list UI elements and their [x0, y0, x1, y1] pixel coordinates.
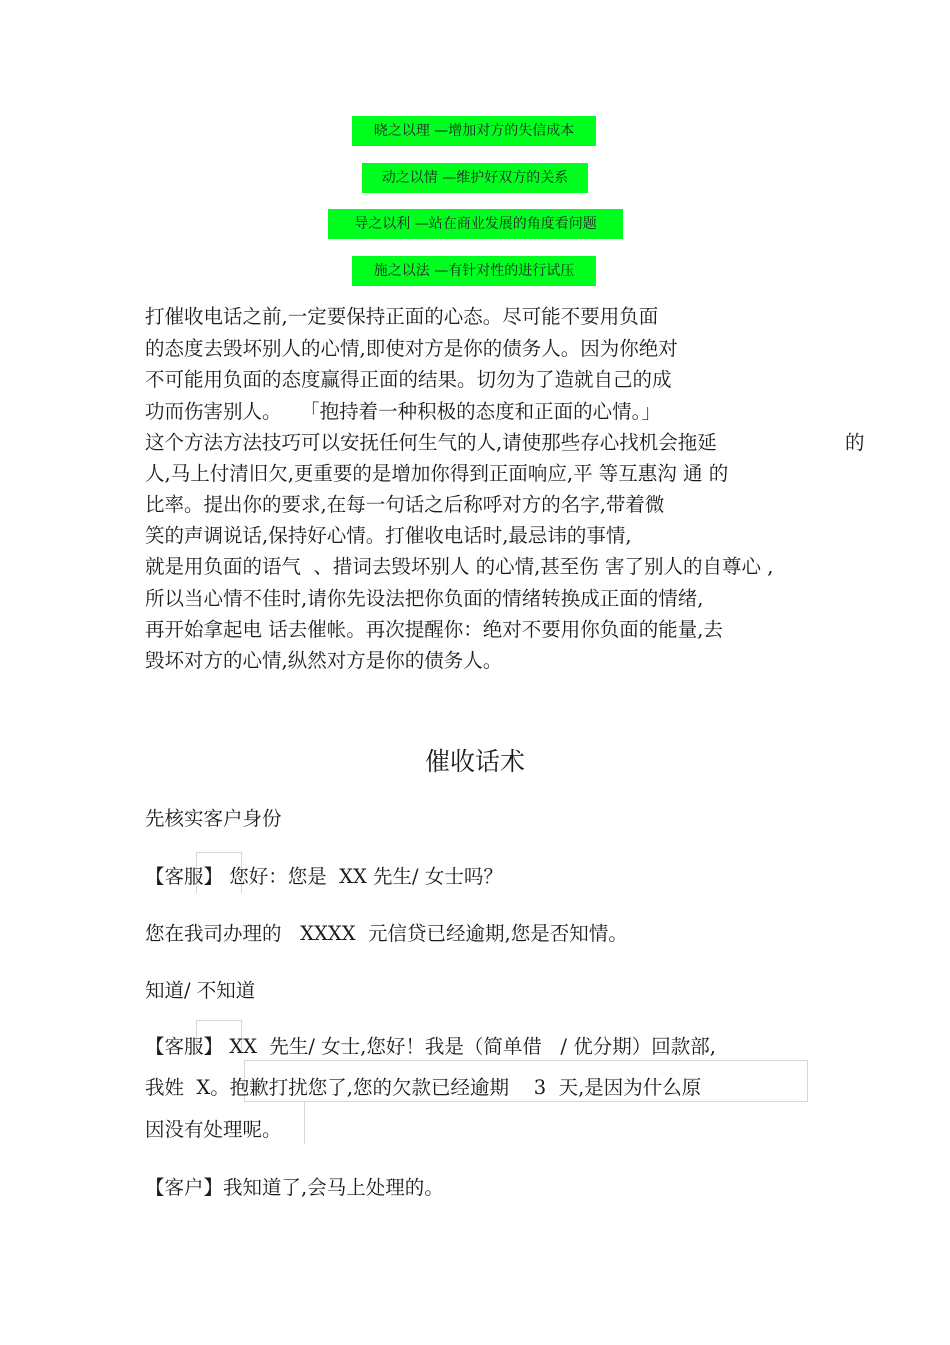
script-line: 先核实客户身份 — [145, 807, 282, 830]
script-line: 我姓 X。抱歉打扰您了,您的欠款已经逾期 3 天,是因为什么原 — [145, 1076, 702, 1099]
paragraph-line: 的态度去毁坏别人的心情,即使对方是你的债务人。因为你绝对 — [145, 337, 678, 360]
paragraph-trailing-char: 的 — [845, 431, 865, 454]
paragraph-line: 这个方法方法技巧可以安抚任何生气的人,请使那些存心找机会拖延 — [145, 431, 717, 454]
paragraph-line: 毁坏对方的心情,纵然对方是你的债务人。 — [145, 649, 503, 672]
paragraph-line: 就是用负面的语气 、措词去毁坏别人 的心情,甚至伤 害了别人的自尊心 , — [145, 555, 774, 578]
script-line: 【客服】 您好：您是 XX 先生/ 女士吗？ — [145, 865, 503, 888]
paragraph-line: 不可能用负面的态度赢得正面的结果。切勿为了造就自己的成 — [145, 368, 672, 391]
paragraph-line: 笑的声调说话,保持好心情。打催收电话时,最忌讳的事情, — [145, 524, 632, 547]
highlight-heading-3: 导之以利 —站在商业发展的角度看问题 — [328, 209, 623, 239]
script-line: 【客户】我知道了,会马上处理的。 — [145, 1176, 444, 1199]
highlight-heading-2: 动之以情 —维护好双方的关系 — [362, 163, 588, 193]
script-line: 因没有处理呢。 — [145, 1118, 282, 1141]
paragraph-line: 人,马上付清旧欠,更重要的是增加你得到正面响应,平 等互惠沟 通 的 — [145, 462, 729, 485]
paragraph-line: 打催收电话之前,一定要保持正面的心态。尽可能不要用负面 — [145, 305, 659, 328]
script-line: 【客服】 XX 先生/ 女士,您好！我是（简单借 / 优分期）回款部, — [145, 1035, 716, 1058]
script-line: 您在我司办理的 XXXX 元信贷已经逾期,您是否知情。 — [145, 922, 628, 945]
section-title: 催收话术 — [424, 747, 525, 776]
highlight-heading-1: 晓之以理 —增加对方的失信成本 — [352, 116, 596, 146]
paragraph-line: 比率。提出你的要求,在每一句话之后称呼对方的名字,带着微 — [145, 493, 665, 516]
highlight-heading-4: 施之以法 —有针对性的进行试压 — [352, 256, 596, 286]
script-line: 知道/ 不知道 — [145, 979, 256, 1002]
paragraph-line: 再开始拿起电 话去催帐。再次提醒你：绝对不要用你负面的能量,去 — [145, 618, 723, 641]
frame-line — [304, 1102, 305, 1144]
paragraph-line: 功而伤害别人。 「抱持着一种积极的态度和正面的心情。」 — [145, 400, 661, 423]
paragraph-line: 所以当心情不佳时,请你先设法把你负面的情绪转换成正面的情绪, — [145, 587, 704, 610]
